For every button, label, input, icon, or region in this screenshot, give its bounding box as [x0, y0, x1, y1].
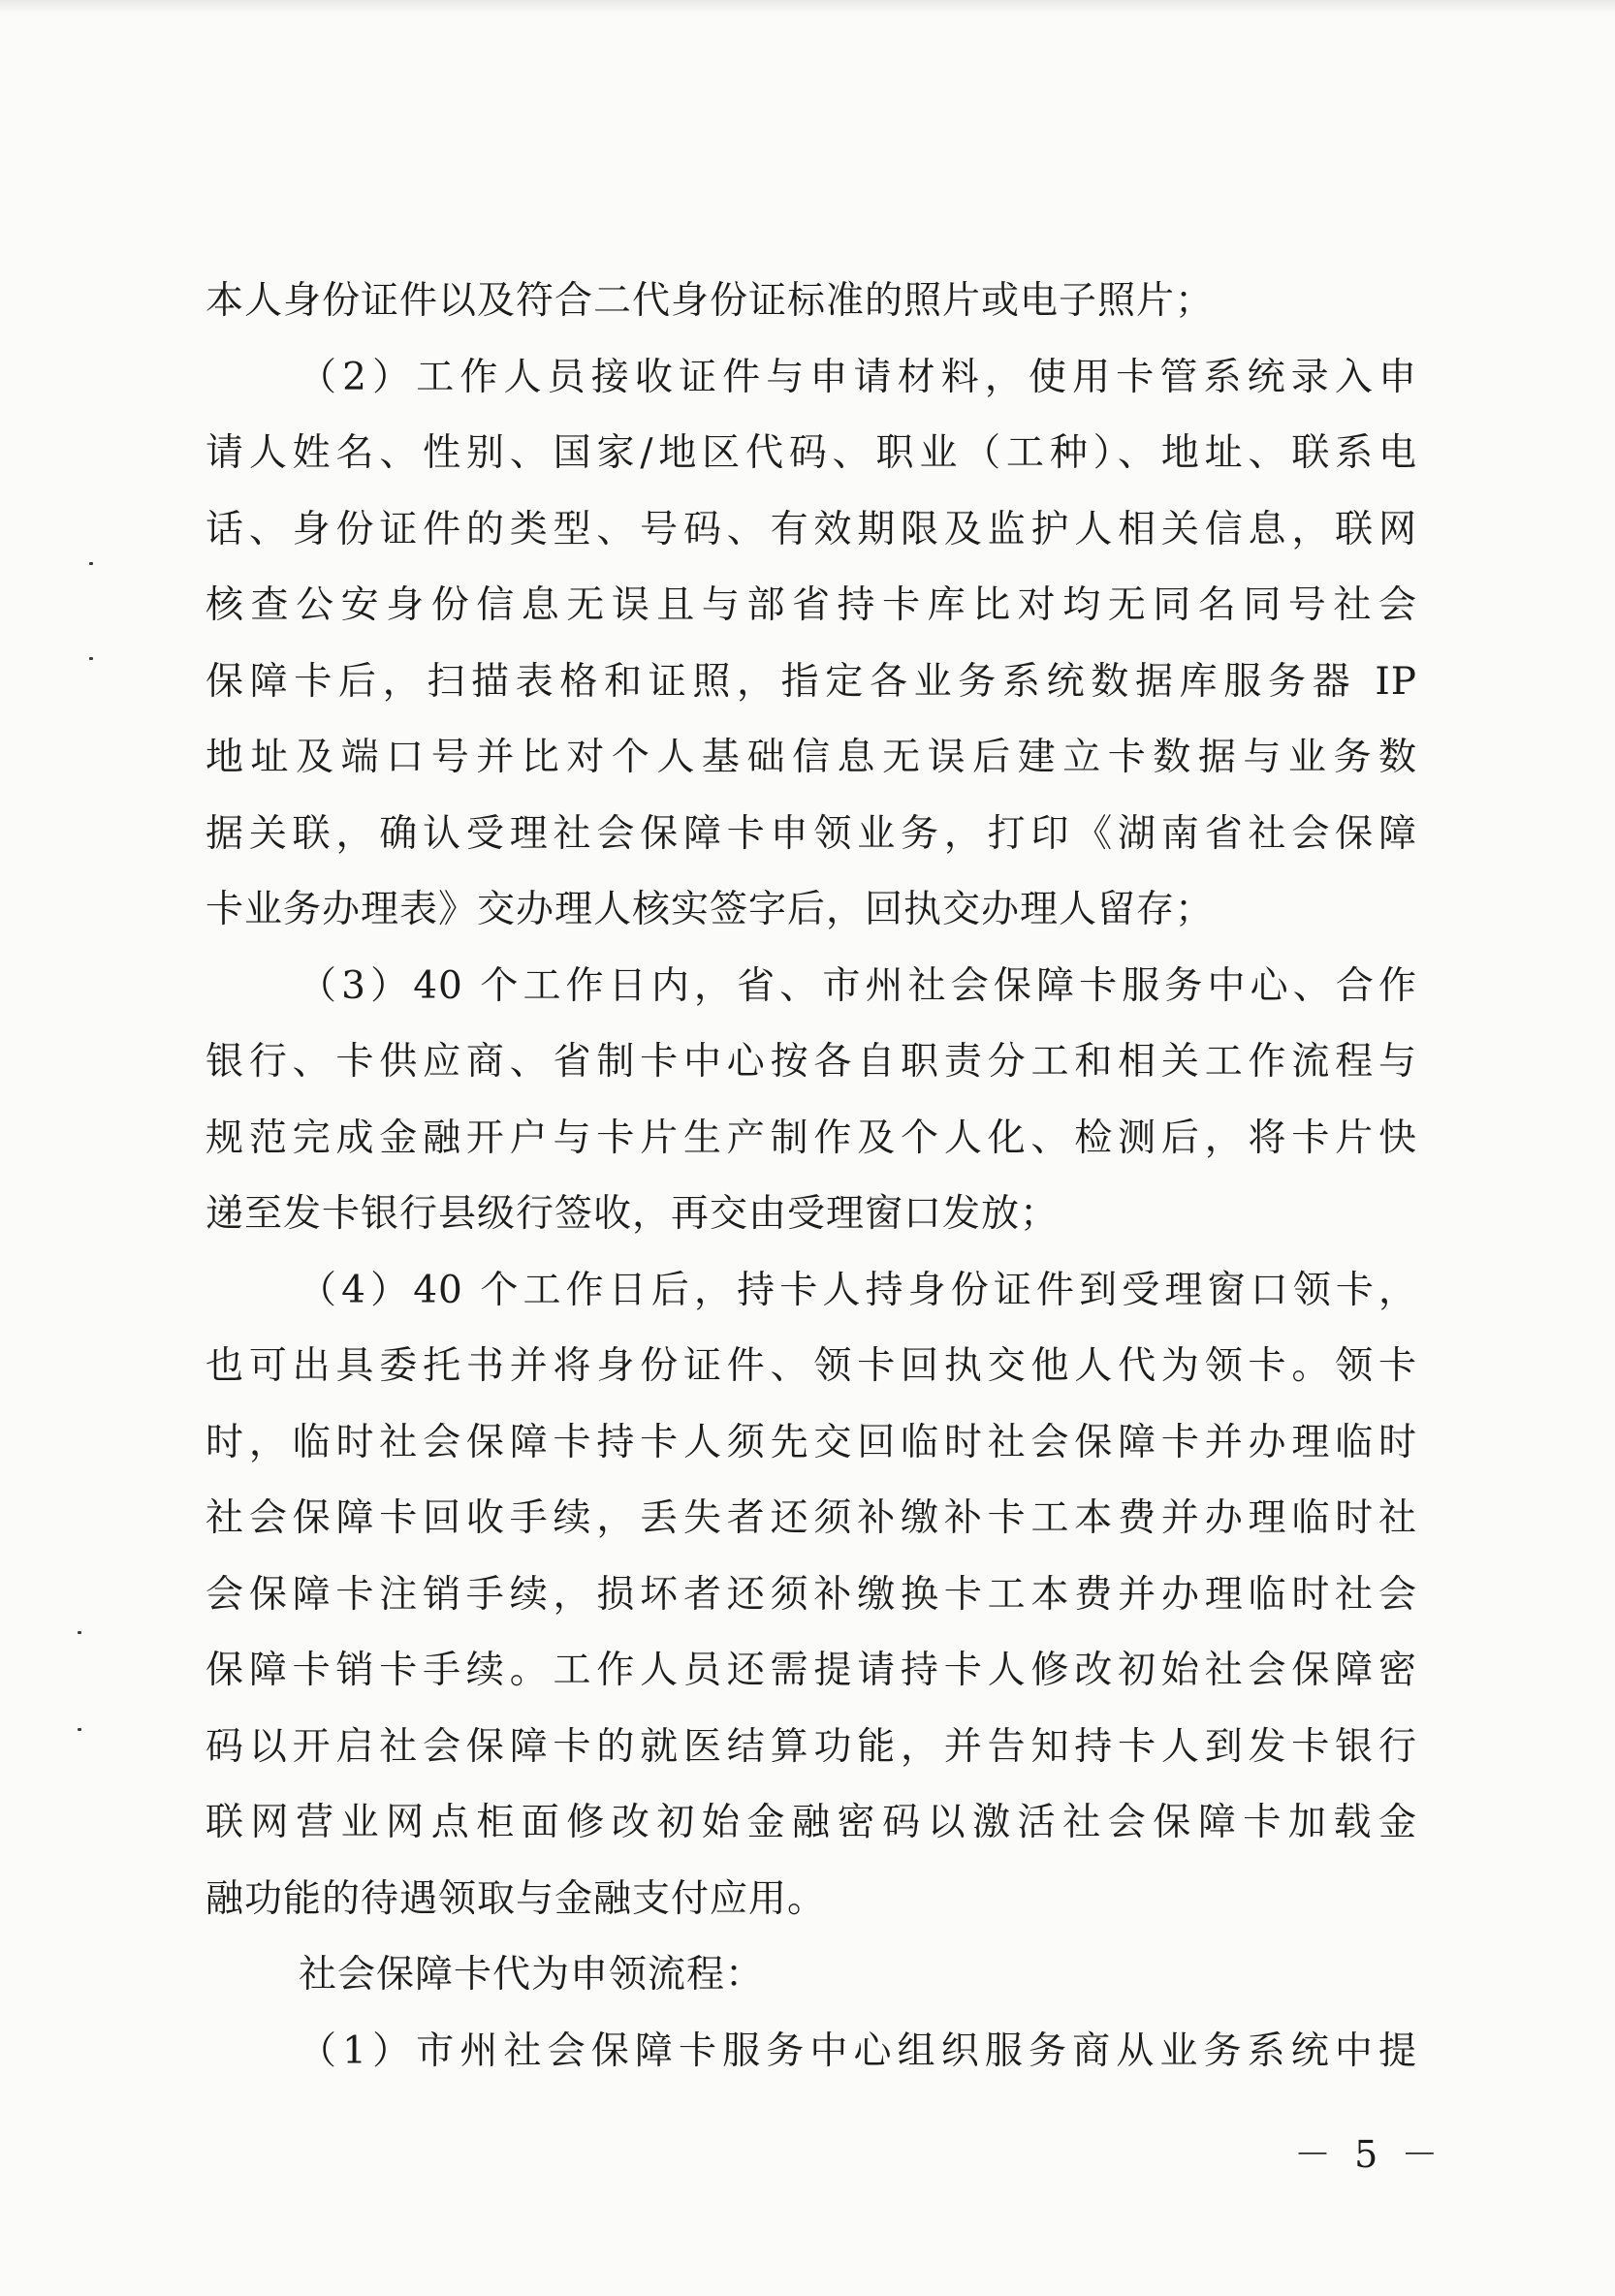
text-line: 码以开启社会保障卡的就医结算功能，并告知持卡人到发卡银行 [206, 1724, 1417, 1769]
text-line: 保障卡销卡手续。工作人员还需提请持卡人修改初始社会保障密 [206, 1649, 1417, 1692]
text-line: 银行、卡供应商、省制卡中心按各自职责分工和相关工作流程与 [206, 1040, 1417, 1084]
text-line: 据关联，确认受理社会保障卡申领业务，打印《湖南省社会保障 [206, 811, 1417, 856]
text-line: 时，临时社会保障卡持卡人须先交回临时社会保障卡并办理临时 [206, 1420, 1417, 1464]
text-line: 规范完成金融开户与卡片生产制作及个人化、检测后，将卡片快 [206, 1116, 1417, 1160]
scan-speck [89, 562, 93, 565]
page-number: － 5 － [1294, 2133, 1444, 2176]
text-line: （4）40 个工作日后，持卡人持身份证件到受理窗口领卡， [299, 1268, 1417, 1312]
text-line: 社会保障卡代为申领流程： [299, 1953, 765, 1997]
text-line: 社会保障卡回收手续，丢失者还须补缴补卡工本费并办理临时社 [206, 1496, 1417, 1540]
text-line: 地址及端口号并比对个人基础信息无误后建立卡数据与业务数 [206, 736, 1417, 779]
text-line: 融功能的待遇领取与金融支付应用。 [206, 1876, 827, 1921]
text-line: 本人身份证件以及符合二代身份证标准的照片或电子照片； [206, 279, 1215, 323]
text-line: （1）市州社会保障卡服务中心组织服务商从业务系统中提 [299, 2029, 1417, 2073]
scan-top-edge [0, 0, 1615, 14]
text-line: 递至发卡银行县级行签收，再交由受理窗口发放； [206, 1192, 1060, 1236]
text-line: 核查公安身份信息无误且与部省持卡库比对均无同名同号社会 [206, 583, 1417, 627]
text-line: （3）40 个工作日内，省、市州社会保障卡服务中心、合作 [299, 963, 1417, 1008]
text-line: 也可出具委托书并将身份证件、领卡回执交他人代为领卡。领卡 [206, 1344, 1417, 1388]
text-line: （2）工作人员接收证件与申请材料，使用卡管系统录入申 [299, 355, 1417, 399]
text-line: 话、身份证件的类型、号码、有效期限及监护人相关信息，联网 [206, 507, 1417, 551]
text-line: 卡业务办理表》交办理人核实签字后，回执交办理人留存； [206, 888, 1215, 931]
text-line: 会保障卡注销手续，损坏者还须补缴换卡工本费并办理临时社会 [206, 1572, 1417, 1617]
scan-speck [78, 1728, 81, 1731]
scan-speck [89, 657, 93, 660]
text-line: 联网营业网点柜面修改初始金融密码以激活社会保障卡加载金 [206, 1801, 1417, 1844]
document-body [206, 264, 1417, 2090]
scan-speck [78, 1631, 81, 1634]
text-line: 保障卡后，扫描表格和证照，指定各业务系统数据库服务器 IP [206, 659, 1417, 704]
text-line: 请人姓名、性别、国家/地区代码、职业（工种）、地址、联系电 [206, 431, 1417, 475]
